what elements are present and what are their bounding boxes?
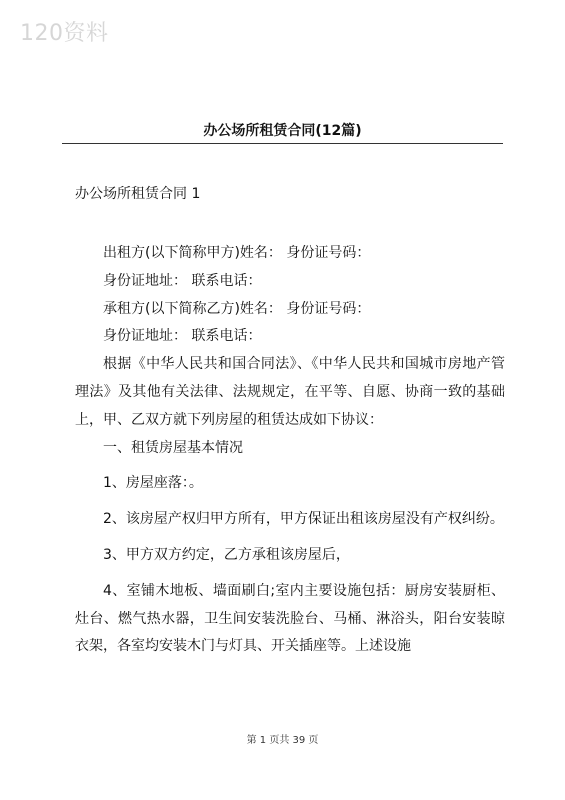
title-divider [62,143,503,144]
watermark-logo: 120资料 [20,21,109,46]
page-number-footer: 第 1 页共 39 页 [246,735,319,746]
paragraph-lessor-address: 身份证地址： 联系电话： [103,272,262,289]
paragraph-item-2: 2、该房屋产权归甲方所有，甲方保证出租该房屋没有产权纠纷。 [103,511,504,528]
paragraph-item-4: 4、室铺木地板、墙面刷白;室内主要设施包括：厨房安装厨柜、灶台、燃气热水器，卫生间安装洗脸台、马桶、淋浴头，阳台安装晾衣架，各室均安装木门与灯具、开关插座等。上述设施 [75,582,505,655]
document-title: 办公场所租赁合同(12篇) [203,123,362,139]
paragraph-item-3: 3、甲方双方约定，乙方承租该房屋后， [103,546,350,563]
document-body [75,240,505,661]
paragraph-clause-heading: 一、租赁房屋基本情况 [103,439,243,456]
section-heading: 办公场所租赁合同 1 [75,186,201,202]
paragraph-lessee-address: 身份证地址： 联系电话： [103,328,262,345]
paragraph-lessee-name: 承租方(以下简称乙方)姓名： 身份证号码： [103,300,371,317]
paragraph-item-1: 1、房屋座落：。 [103,475,203,492]
paragraph-lessor-name: 出租方(以下简称甲方)姓名： 身份证号码： [103,245,371,261]
paragraph-legal-basis: 根据《中华人民共和国合同法》、《中华人民共和国城市房地产管理法》及其他有关法律、法规规定，在平等、自愿、协商一致的基础上，甲、乙双方就下列房屋的租赁达成如下协议： [75,356,505,428]
